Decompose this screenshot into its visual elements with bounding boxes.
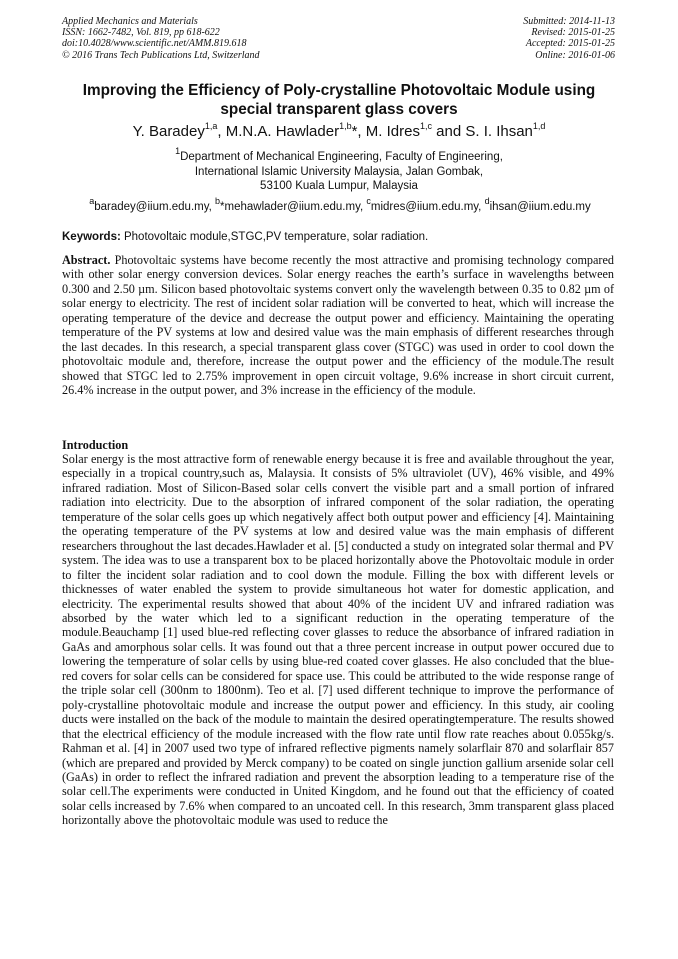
journal-info — [62, 16, 260, 61]
abstract-text: Photovoltaic systems have become recently the most attractive and promising technology compared with other solar energy conversion devices. Solar energy reaches the earth’s surface in wavelengths between 0.300 and 2.50 µm. Silicon based photovoltaic systems convert only the wavelength between 0.35 to 0.82 µm of solar energy to electricity. The rest of incident solar radiation will be converted to heat, which will increase the operating temperature of the device and decrease the output power and efficiency. Maintaining the operating temperature of the PV systems at low and desired value was the main emphasis of different researches through the last decades. In this research, a special transparent glass cover (STGC) was used in order to cool down the photovoltaic module and, therefore, increase the output power and the efficiency of the module.The result showed that STGC led to 2.75% improvement in open circuit voltage, 9.6% increase in short circuit current, 26.4% increase in the output power, and 3% increase in the efficiency of the module. — [62, 253, 614, 398]
revised-date: Revised: 2015-01-25 — [531, 27, 615, 39]
author-separator: *, — [351, 123, 366, 140]
introduction-heading: Introduction — [62, 438, 129, 452]
keywords-label: Keywords: — [62, 231, 121, 243]
email-superscript: d — [484, 196, 490, 207]
copyright-line: © 2016 Trans Tech Publications Ltd, Switzerland — [62, 49, 260, 61]
affiliation-line-1 — [60, 146, 618, 165]
journal-name: Applied Mechanics and Materials — [62, 16, 198, 27]
submission-dates — [523, 16, 615, 61]
email-address: midres@iium.edu.my, — [370, 201, 485, 213]
doi-line: doi:10.4028/www.scientific.net/AMM.819.618 — [62, 38, 247, 50]
keywords-text: Photovoltaic module,STGC,PV temperature, solar radiation. — [120, 231, 429, 243]
email-address: ihsan@iium.edu.my — [489, 201, 591, 213]
affiliation-line-2: International Islamic University Malaysia, Jalan Gombak, — [194, 165, 484, 178]
author-name: Y. Baradey — [132, 123, 205, 140]
affiliation-text: Department of Mechanical Engineering, Faculty of Engineering, — [180, 151, 503, 163]
submitted-date: Submitted: 2014-11-13 — [523, 16, 615, 27]
author-superscript: 1,d — [532, 121, 546, 131]
author-name: M.N.A. Hawlader — [225, 123, 340, 140]
author-superscript: 1,a — [204, 121, 218, 131]
author-name: S. I. Ihsan — [465, 123, 533, 140]
email-address: *mehawlader@iium.edu.my, — [220, 201, 367, 213]
author-separator: and — [431, 123, 466, 140]
affiliation-line-3: 53100 Kuala Lumpur, Malaysia — [260, 180, 418, 192]
email-superscript: b — [215, 196, 221, 207]
affiliation-superscript: 1 — [175, 146, 181, 157]
email-superscript: c — [366, 196, 371, 207]
email-superscript: a — [89, 196, 95, 207]
paper-title: Improving the Efficiency of Poly-crystalline Photovoltaic Module using special transparent glass covers — [82, 82, 596, 118]
author-superscript: 1,b — [339, 121, 352, 131]
author-superscript: 1,c — [419, 121, 432, 131]
accepted-date: Accepted: 2015-01-25 — [525, 38, 615, 50]
author-name: M. Idres — [365, 123, 420, 140]
abstract-label: Abstract. — [62, 253, 111, 267]
affiliation — [60, 146, 618, 194]
issn-line: ISSN: 1662-7482, Vol. 819, pp 618-622 — [62, 27, 220, 39]
email-address: baradey@iium.edu.my, — [94, 201, 216, 213]
keywords — [62, 230, 618, 244]
author-separator: , — [217, 123, 226, 140]
abstract — [62, 253, 614, 398]
email-list — [60, 196, 620, 214]
author-list — [60, 123, 618, 141]
introduction-body: Solar energy is the most attractive form of renewable energy because it is free and available throughout the year, especially in a tropical country,such as, Malaysia. It consists of 5% ultraviolet (UV), 46% visible, and 49% infrared radiation. Most of Silicon-Based solar cells convert the visible part and a small portion of infrared radiation into electricity. Due to the absorption of infrared component of the solar radiation, the operating temperature of the solar cells goes up which negatively affect both output power and efficiency [4]. Maintaining the operating temperature of the PV systems at low and desired value was the main emphasis of different researchers throughout the last decades.Hawlader et al. [5] conducted a study on integrated solar thermal and PV system. The idea was to use a transparent box to be placed horizontally above the Photovoltaic module in order to filter the incident solar radiation and to cool down the module. Filling the box with different levels or thicknesses of water enabled the system to provide simultaneous hot water for domestic application, and electricity. The experimental results showed that about 40% of the incident UV and infrared radiation was absorbed by the water which led to a significant reduction in the operating temperature of the module.Beauchamp [1] used blue-red reflecting cover glasses to reduce the absorbance of infrared radiation in GaAs and amorphous solar cells. It was found out that a three percent increase in output power occured due to lowering the temperature of solar cells by using blue-red coated cover glasses. He also concluded that the blue-red covers for solar cells can be considered for space use. This could be attributed to the wide response range of the triple solar cell (300nm to 1800nm). Teo et al. [7] used different technique to improve the performance of poly-crystalline photovoltaic module and increase the output power and efficiency. In this study, air cooling ducts were installed on the back of the module to maintain the desired operatingtemperature. The results showed that the electrical efficiency of the module increased with the flow rate until flow rate reaches about 0.055kg/s. Rahman et al. [4] in 2007 used two type of infrared reflective pigments namely solarflair 870 and solarflair 857 (which are prepared and provided by Merck company) to be coated on single junction gallium arsenide solar cell (GaAs) in order to reflect the infrared radiation and prevent the absorption leading to a temperature rise of the solar cell.The experiments were conducted in United Kingdom, and he found out that the efficiency of coated solar cells increased by 7.6% when compared to an uncoated cell. In this research, 3mm transparent glass placed horizontally above the photovoltaic module was used to reduce the — [62, 452, 614, 828]
online-date: Online: 2016-01-06 — [535, 49, 615, 61]
